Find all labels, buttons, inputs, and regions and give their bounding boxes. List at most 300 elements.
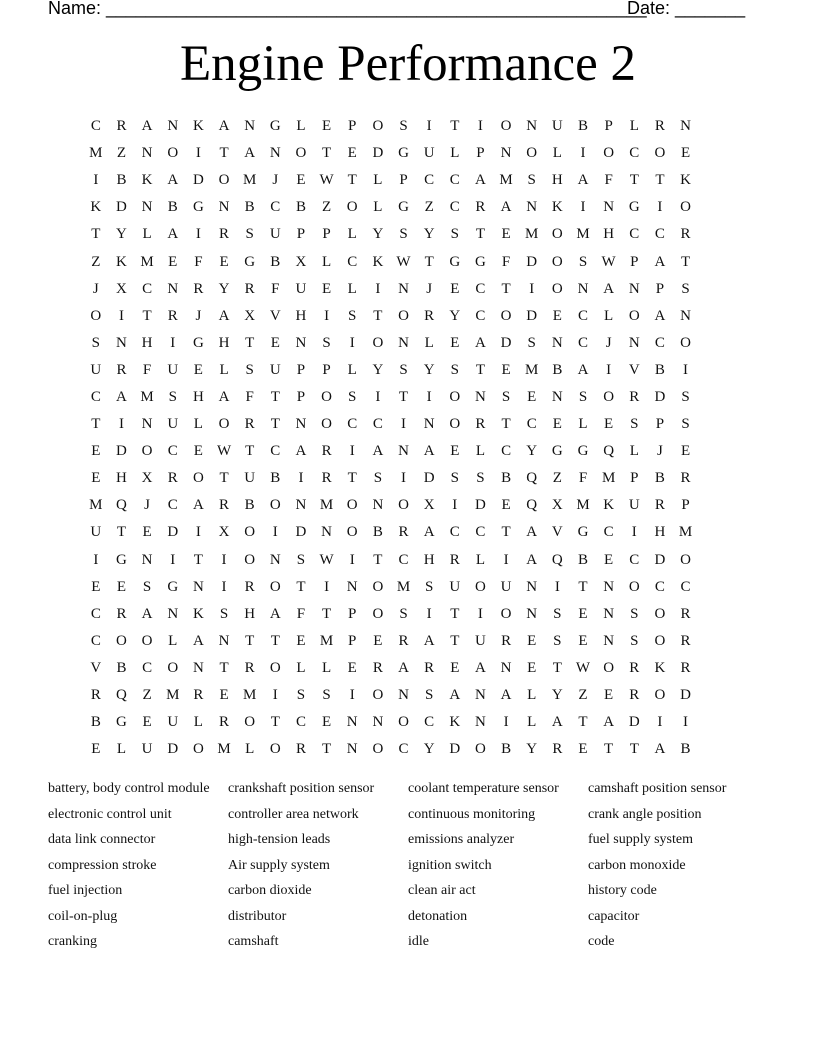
grid-letter[interactable]: N: [192, 659, 204, 676]
grid-letter[interactable]: N: [628, 334, 640, 351]
grid-letter[interactable]: A: [141, 605, 153, 622]
grid-letter[interactable]: S: [527, 172, 536, 189]
grid-letter[interactable]: H: [244, 605, 256, 622]
grid-letter[interactable]: L: [296, 118, 306, 135]
grid-letter[interactable]: B: [654, 470, 665, 487]
grid-letter[interactable]: N: [295, 416, 307, 433]
grid-letter[interactable]: S: [553, 605, 562, 622]
grid-letter[interactable]: S: [630, 605, 639, 622]
grid-letter[interactable]: L: [527, 714, 537, 731]
grid-letter[interactable]: B: [501, 470, 512, 487]
grid-letter[interactable]: T: [91, 416, 101, 433]
grid-letter[interactable]: B: [270, 470, 281, 487]
grid-letter[interactable]: E: [296, 632, 306, 649]
grid-letter[interactable]: D: [526, 307, 538, 324]
grid-letter[interactable]: J: [656, 443, 663, 460]
grid-letter[interactable]: J: [426, 280, 433, 297]
grid-letter[interactable]: R: [629, 687, 640, 704]
grid-letter[interactable]: E: [501, 361, 511, 378]
grid-letter[interactable]: U: [628, 497, 640, 514]
grid-letter[interactable]: T: [475, 361, 486, 378]
grid-letter[interactable]: N: [141, 416, 153, 433]
grid-letter[interactable]: T: [116, 524, 127, 541]
grid-letter[interactable]: C: [167, 497, 178, 514]
grid-letter[interactable]: I: [195, 145, 201, 162]
grid-letter[interactable]: O: [372, 605, 384, 622]
grid-letter[interactable]: D: [475, 497, 486, 514]
grid-letter[interactable]: L: [322, 253, 332, 270]
grid-letter[interactable]: L: [168, 632, 178, 649]
grid-letter[interactable]: E: [552, 307, 562, 324]
grid-letter[interactable]: C: [654, 334, 665, 351]
grid-letter[interactable]: N: [551, 388, 563, 405]
grid-letter[interactable]: O: [269, 659, 281, 676]
grid-letter[interactable]: O: [654, 687, 666, 704]
grid-letter[interactable]: S: [399, 361, 408, 378]
grid-letter[interactable]: M: [499, 172, 513, 189]
grid-letter[interactable]: H: [654, 524, 666, 541]
grid-letter[interactable]: B: [501, 741, 512, 758]
grid-letter[interactable]: I: [93, 172, 99, 189]
grid-letter[interactable]: F: [245, 388, 254, 405]
grid-letter[interactable]: C: [501, 443, 512, 460]
grid-letter[interactable]: I: [195, 524, 201, 541]
grid-letter[interactable]: J: [272, 172, 279, 189]
grid-letter[interactable]: G: [192, 199, 204, 216]
grid-letter[interactable]: R: [629, 659, 640, 676]
grid-letter[interactable]: V: [551, 524, 563, 541]
grid-letter[interactable]: S: [681, 280, 690, 297]
grid-letter[interactable]: S: [578, 253, 588, 270]
grid-letter[interactable]: R: [244, 416, 255, 433]
grid-letter[interactable]: A: [269, 605, 281, 622]
grid-letter[interactable]: L: [527, 687, 537, 704]
grid-letter[interactable]: R: [116, 361, 127, 378]
grid-letter[interactable]: M: [140, 253, 154, 270]
grid-letter[interactable]: N: [526, 605, 538, 622]
grid-letter[interactable]: I: [452, 497, 458, 514]
grid-letter[interactable]: O: [398, 714, 409, 731]
grid-letter[interactable]: K: [116, 253, 127, 270]
grid-letter[interactable]: N: [141, 199, 153, 216]
grid-letter[interactable]: T: [322, 145, 332, 162]
grid-letter[interactable]: S: [219, 605, 229, 622]
grid-letter[interactable]: K: [603, 497, 615, 514]
grid-letter[interactable]: R: [654, 118, 665, 135]
grid-letter[interactable]: R: [372, 659, 383, 676]
grid-letter[interactable]: O: [269, 741, 281, 758]
grid-letter[interactable]: A: [116, 388, 127, 405]
grid-letter[interactable]: T: [680, 253, 691, 270]
grid-letter[interactable]: O: [680, 334, 691, 351]
grid-letter[interactable]: L: [604, 307, 614, 324]
grid-letter[interactable]: N: [551, 334, 563, 351]
grid-letter[interactable]: A: [423, 632, 435, 649]
grid-letter[interactable]: I: [221, 551, 227, 568]
grid-letter[interactable]: A: [192, 632, 204, 649]
grid-letter[interactable]: M: [166, 687, 180, 704]
grid-letter[interactable]: S: [296, 687, 306, 704]
grid-letter[interactable]: B: [270, 253, 281, 270]
grid-letter[interactable]: D: [654, 388, 666, 405]
grid-letter[interactable]: A: [218, 388, 230, 405]
grid-letter[interactable]: I: [580, 145, 586, 162]
grid-letter[interactable]: U: [244, 470, 256, 487]
grid-letter[interactable]: X: [141, 470, 153, 487]
grid-letter[interactable]: N: [167, 280, 179, 297]
grid-letter[interactable]: E: [604, 551, 614, 568]
grid-letter[interactable]: R: [449, 551, 460, 568]
grid-letter[interactable]: I: [401, 470, 406, 487]
grid-letter[interactable]: T: [629, 741, 639, 758]
grid-letter[interactable]: O: [628, 307, 640, 324]
grid-letter[interactable]: L: [116, 741, 127, 758]
grid-letter[interactable]: S: [681, 416, 690, 433]
grid-letter[interactable]: L: [450, 145, 460, 162]
grid-letter[interactable]: T: [91, 226, 101, 243]
grid-letter[interactable]: M: [242, 172, 257, 189]
grid-letter[interactable]: D: [628, 714, 640, 731]
grid-letter[interactable]: H: [192, 388, 204, 405]
grid-letter[interactable]: C: [167, 443, 178, 460]
grid-letter[interactable]: O: [167, 659, 179, 676]
grid-letter[interactable]: C: [577, 334, 588, 351]
grid-letter[interactable]: N: [372, 714, 384, 731]
grid-letter[interactable]: L: [193, 714, 203, 731]
grid-letter[interactable]: O: [628, 578, 640, 595]
grid-letter[interactable]: R: [398, 632, 409, 649]
grid-letter[interactable]: A: [218, 307, 230, 324]
grid-letter[interactable]: U: [475, 632, 486, 649]
grid-letter[interactable]: J: [195, 307, 202, 324]
grid-letter[interactable]: N: [167, 605, 179, 622]
grid-letter[interactable]: I: [631, 524, 637, 541]
grid-letter[interactable]: M: [89, 497, 103, 514]
grid-letter[interactable]: N: [269, 145, 281, 162]
grid-letter[interactable]: U: [551, 118, 563, 135]
grid-letter[interactable]: C: [90, 118, 101, 135]
grid-letter[interactable]: M: [678, 524, 693, 541]
grid-letter[interactable]: N: [192, 578, 204, 595]
grid-letter[interactable]: O: [346, 497, 358, 514]
grid-letter[interactable]: I: [118, 416, 124, 433]
grid-letter[interactable]: B: [167, 199, 178, 216]
grid-letter[interactable]: T: [450, 118, 460, 135]
grid-letter[interactable]: A: [654, 307, 666, 324]
grid-letter[interactable]: C: [424, 172, 435, 189]
grid-letter[interactable]: S: [450, 226, 459, 243]
grid-letter[interactable]: D: [500, 334, 512, 351]
grid-letter[interactable]: T: [501, 416, 511, 433]
grid-letter[interactable]: C: [603, 524, 614, 541]
grid-letter[interactable]: D: [372, 145, 384, 162]
grid-letter[interactable]: A: [167, 172, 179, 189]
grid-letter[interactable]: T: [245, 334, 255, 351]
grid-letter[interactable]: Y: [449, 307, 461, 324]
grid-letter[interactable]: C: [347, 253, 358, 270]
grid-letter[interactable]: N: [295, 334, 307, 351]
grid-letter[interactable]: R: [680, 605, 691, 622]
grid-letter[interactable]: T: [629, 172, 639, 189]
grid-letter[interactable]: T: [245, 443, 255, 460]
grid-letter[interactable]: R: [116, 118, 127, 135]
grid-letter[interactable]: E: [142, 714, 152, 731]
grid-letter[interactable]: M: [89, 145, 103, 162]
grid-letter[interactable]: D: [654, 551, 666, 568]
grid-letter[interactable]: K: [449, 714, 461, 731]
grid-letter[interactable]: G: [577, 524, 589, 541]
grid-letter[interactable]: S: [322, 334, 331, 351]
grid-letter[interactable]: R: [219, 497, 230, 514]
grid-letter[interactable]: N: [346, 741, 358, 758]
grid-letter[interactable]: R: [629, 388, 640, 405]
grid-letter[interactable]: P: [296, 226, 306, 243]
grid-letter[interactable]: R: [244, 280, 255, 297]
grid-letter[interactable]: E: [501, 226, 511, 243]
grid-letter[interactable]: T: [142, 307, 152, 324]
grid-letter[interactable]: U: [423, 145, 435, 162]
grid-letter[interactable]: E: [91, 470, 101, 487]
grid-letter[interactable]: T: [296, 578, 306, 595]
grid-letter[interactable]: K: [654, 659, 666, 676]
grid-letter[interactable]: T: [655, 172, 665, 189]
grid-letter[interactable]: Z: [91, 253, 101, 270]
grid-letter[interactable]: R: [90, 687, 101, 704]
grid-letter[interactable]: Q: [116, 687, 127, 704]
grid-letter[interactable]: O: [603, 659, 615, 676]
grid-letter[interactable]: M: [396, 578, 411, 595]
grid-letter[interactable]: I: [298, 470, 304, 487]
grid-letter[interactable]: C: [449, 199, 460, 216]
grid-letter[interactable]: E: [552, 416, 562, 433]
grid-letter[interactable]: S: [399, 118, 408, 135]
grid-letter[interactable]: E: [527, 632, 537, 649]
grid-letter[interactable]: I: [221, 578, 227, 595]
grid-letter[interactable]: O: [244, 714, 256, 731]
grid-letter[interactable]: C: [629, 226, 640, 243]
grid-letter[interactable]: S: [681, 388, 690, 405]
grid-letter[interactable]: L: [347, 280, 357, 297]
grid-letter[interactable]: C: [629, 145, 640, 162]
grid-letter[interactable]: C: [347, 416, 358, 433]
grid-letter[interactable]: X: [116, 280, 127, 297]
grid-letter[interactable]: K: [680, 172, 691, 189]
grid-letter[interactable]: N: [218, 632, 230, 649]
grid-letter[interactable]: T: [219, 659, 229, 676]
grid-letter[interactable]: M: [576, 497, 590, 514]
grid-letter[interactable]: R: [501, 632, 512, 649]
grid-letter[interactable]: N: [526, 578, 538, 595]
grid-letter[interactable]: S: [142, 578, 152, 595]
grid-letter[interactable]: P: [322, 226, 331, 243]
grid-letter[interactable]: W: [575, 659, 591, 676]
grid-letter[interactable]: D: [167, 524, 179, 541]
grid-letter[interactable]: O: [141, 443, 153, 460]
grid-letter[interactable]: L: [296, 659, 306, 676]
grid-letter[interactable]: Z: [322, 199, 332, 216]
grid-letter[interactable]: U: [90, 361, 102, 378]
grid-letter[interactable]: D: [295, 524, 307, 541]
grid-letter[interactable]: C: [90, 632, 101, 649]
grid-letter[interactable]: X: [244, 307, 256, 324]
grid-letter[interactable]: U: [449, 578, 461, 595]
grid-letter[interactable]: E: [578, 632, 588, 649]
grid-letter[interactable]: E: [680, 145, 691, 162]
grid-letter[interactable]: R: [193, 280, 204, 297]
grid-letter[interactable]: O: [90, 307, 102, 324]
grid-letter[interactable]: O: [449, 388, 461, 405]
grid-letter[interactable]: C: [398, 551, 409, 568]
grid-letter[interactable]: A: [577, 172, 589, 189]
grid-letter[interactable]: T: [501, 280, 511, 297]
grid-letter[interactable]: U: [167, 361, 179, 378]
grid-letter[interactable]: W: [601, 253, 616, 270]
grid-letter[interactable]: E: [193, 361, 203, 378]
grid-letter[interactable]: Q: [116, 497, 127, 514]
grid-letter[interactable]: I: [606, 361, 612, 378]
grid-letter[interactable]: O: [372, 687, 384, 704]
grid-letter[interactable]: E: [450, 334, 460, 351]
grid-letter[interactable]: C: [424, 714, 435, 731]
grid-letter[interactable]: V: [90, 659, 102, 676]
grid-letter[interactable]: I: [118, 307, 124, 324]
grid-letter[interactable]: O: [654, 632, 666, 649]
grid-letter[interactable]: K: [551, 199, 563, 216]
grid-letter[interactable]: E: [296, 172, 306, 189]
grid-letter[interactable]: S: [296, 551, 306, 568]
grid-letter[interactable]: L: [193, 416, 203, 433]
grid-letter[interactable]: R: [116, 605, 127, 622]
grid-letter[interactable]: N: [475, 388, 486, 405]
grid-letter[interactable]: O: [372, 334, 384, 351]
grid-letter[interactable]: N: [244, 118, 256, 135]
grid-letter[interactable]: W: [319, 172, 334, 189]
grid-letter[interactable]: F: [296, 605, 306, 622]
grid-letter[interactable]: G: [269, 118, 281, 135]
grid-letter[interactable]: S: [399, 605, 408, 622]
grid-letter[interactable]: D: [680, 687, 691, 704]
grid-letter[interactable]: I: [324, 578, 330, 595]
grid-letter[interactable]: N: [398, 280, 409, 297]
grid-letter[interactable]: O: [346, 199, 358, 216]
grid-letter[interactable]: C: [475, 307, 486, 324]
grid-letter[interactable]: R: [244, 578, 255, 595]
grid-letter[interactable]: F: [578, 470, 588, 487]
grid-letter[interactable]: T: [270, 714, 280, 731]
grid-letter[interactable]: P: [348, 632, 357, 649]
grid-letter[interactable]: P: [630, 470, 639, 487]
grid-letter[interactable]: T: [347, 172, 357, 189]
grid-letter[interactable]: G: [167, 578, 179, 595]
grid-letter[interactable]: E: [450, 659, 460, 676]
grid-letter[interactable]: R: [321, 443, 332, 460]
grid-letter[interactable]: P: [604, 118, 613, 135]
grid-letter[interactable]: I: [349, 551, 355, 568]
grid-letter[interactable]: Y: [116, 226, 127, 243]
grid-letter[interactable]: E: [527, 388, 537, 405]
grid-letter[interactable]: C: [295, 714, 306, 731]
grid-letter[interactable]: T: [578, 578, 588, 595]
grid-letter[interactable]: M: [217, 741, 231, 758]
grid-letter[interactable]: Y: [423, 226, 435, 243]
grid-letter[interactable]: N: [269, 551, 281, 568]
grid-letter[interactable]: R: [424, 307, 435, 324]
grid-letter[interactable]: Y: [423, 741, 435, 758]
grid-letter[interactable]: I: [375, 280, 381, 297]
grid-letter[interactable]: E: [219, 253, 229, 270]
grid-letter[interactable]: L: [322, 659, 332, 676]
grid-letter[interactable]: I: [272, 524, 278, 541]
grid-letter[interactable]: K: [192, 118, 204, 135]
grid-letter[interactable]: O: [192, 470, 204, 487]
grid-letter[interactable]: N: [680, 307, 691, 324]
grid-letter[interactable]: R: [424, 659, 435, 676]
grid-letter[interactable]: N: [398, 443, 409, 460]
grid-letter[interactable]: O: [218, 172, 230, 189]
grid-letter[interactable]: N: [398, 687, 409, 704]
grid-letter[interactable]: L: [629, 443, 639, 460]
grid-letter[interactable]: G: [398, 199, 409, 216]
grid-letter[interactable]: Q: [603, 443, 615, 460]
grid-letter[interactable]: C: [475, 280, 486, 297]
grid-letter[interactable]: I: [683, 714, 689, 731]
grid-letter[interactable]: Q: [526, 497, 538, 514]
grid-letter[interactable]: P: [655, 416, 665, 433]
grid-letter[interactable]: S: [527, 334, 536, 351]
grid-letter[interactable]: R: [680, 632, 691, 649]
grid-letter[interactable]: A: [577, 361, 589, 378]
grid-letter[interactable]: T: [270, 632, 280, 649]
grid-letter[interactable]: I: [195, 226, 201, 243]
grid-letter[interactable]: A: [500, 199, 512, 216]
grid-letter[interactable]: E: [322, 118, 332, 135]
grid-letter[interactable]: B: [372, 524, 383, 541]
grid-letter[interactable]: N: [141, 551, 153, 568]
grid-letter[interactable]: O: [321, 388, 332, 405]
grid-letter[interactable]: W: [216, 443, 232, 460]
grid-letter[interactable]: Z: [142, 687, 152, 704]
grid-letter[interactable]: M: [140, 388, 154, 405]
grid-letter[interactable]: N: [321, 524, 332, 541]
grid-letter[interactable]: T: [193, 551, 203, 568]
grid-letter[interactable]: W: [396, 253, 411, 270]
grid-letter[interactable]: C: [475, 524, 486, 541]
grid-letter[interactable]: A: [475, 334, 486, 351]
grid-letter[interactable]: O: [269, 497, 281, 514]
grid-letter[interactable]: L: [629, 118, 639, 135]
grid-letter[interactable]: C: [526, 416, 537, 433]
grid-letter[interactable]: O: [680, 199, 691, 216]
grid-letter[interactable]: Y: [551, 687, 563, 704]
grid-letter[interactable]: S: [168, 388, 177, 405]
grid-letter[interactable]: G: [116, 714, 127, 731]
grid-letter[interactable]: Z: [578, 687, 588, 704]
grid-letter[interactable]: Z: [424, 199, 434, 216]
grid-letter[interactable]: F: [604, 172, 613, 189]
grid-letter[interactable]: P: [681, 497, 690, 514]
grid-letter[interactable]: L: [373, 199, 383, 216]
grid-letter[interactable]: O: [449, 416, 461, 433]
grid-letter[interactable]: L: [424, 334, 434, 351]
grid-letter[interactable]: G: [449, 253, 461, 270]
grid-letter[interactable]: R: [321, 470, 332, 487]
grid-letter[interactable]: U: [141, 741, 153, 758]
grid-letter[interactable]: I: [503, 551, 509, 568]
grid-letter[interactable]: S: [450, 470, 459, 487]
grid-letter[interactable]: K: [141, 172, 153, 189]
grid-letter[interactable]: D: [116, 199, 127, 216]
grid-letter[interactable]: C: [90, 605, 101, 622]
